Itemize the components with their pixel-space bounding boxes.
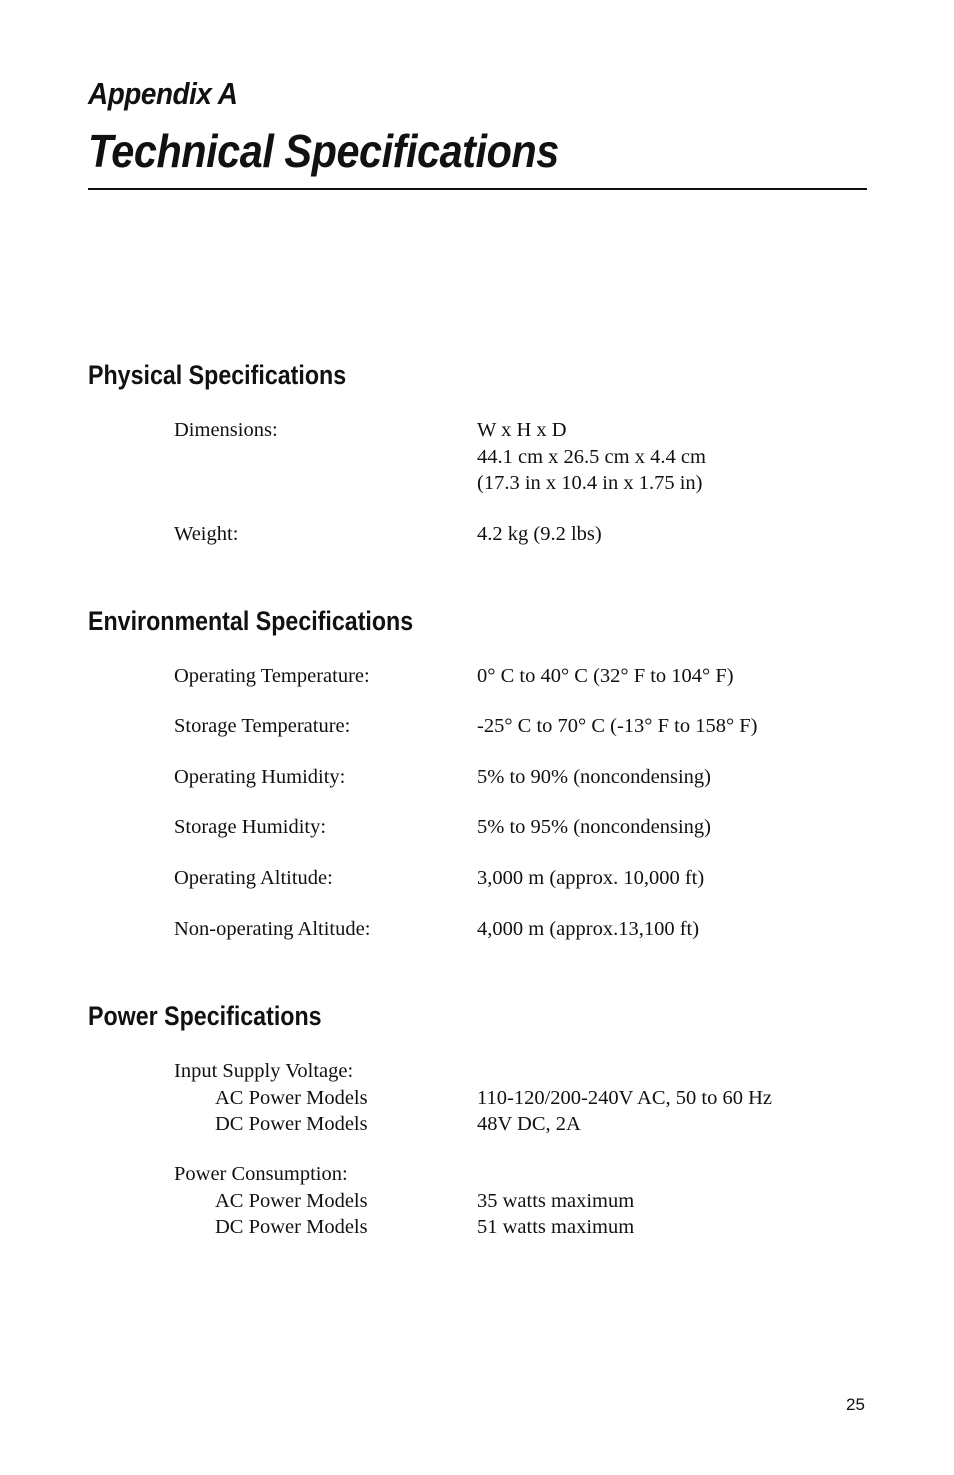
spec-label: Power Consumption: [174, 1163, 348, 1185]
spec-value: 0° C to 40° C (32° F to 104° F) [477, 665, 734, 687]
page-number: 25 [846, 1395, 865, 1414]
spec-label: Operating Humidity: [174, 766, 346, 788]
title-rule [88, 188, 867, 190]
spec-label: Non-operating Altitude: [174, 918, 371, 940]
spec-value [477, 417, 706, 497]
spec-value: 51 watts maximum [477, 1216, 635, 1238]
spec-value: 110-120/200-240V AC, 50 to 60 Hz [477, 1086, 772, 1109]
environmental-specifications-heading: Environmental Specifications [88, 606, 414, 636]
spec-sublabel: AC Power Models [215, 1086, 368, 1109]
spec-label: Dimensions: [174, 419, 278, 441]
appendix-label: Appendix A [88, 76, 238, 111]
spec-value: 35 watts maximum [477, 1189, 635, 1212]
spec-value: -25° C to 70° C (-13° F to 158° F) [477, 715, 758, 737]
spec-value: 4,000 m (approx.13,100 ft) [477, 918, 700, 940]
spec-value-line: 44.1 cm x 26.5 cm x 4.4 cm [477, 445, 706, 468]
spec-value-spacer [477, 1161, 634, 1188]
physical-specifications-heading: Physical Specifications [88, 360, 347, 390]
spec-label: Input Supply Voltage: [174, 1060, 354, 1082]
spec-value-line: W x H x D [477, 419, 567, 441]
spec-value-column [477, 1058, 772, 1138]
spec-label: Storage Temperature: [174, 715, 351, 737]
spec-value: 4.2 kg (9.2 lbs) [477, 523, 602, 545]
spec-sublabel: AC Power Models [215, 1189, 368, 1212]
spec-value: 5% to 95% (noncondensing) [477, 816, 711, 838]
spec-label: Operating Temperature: [174, 665, 370, 687]
power-specifications-heading: Power Specifications [88, 1001, 322, 1031]
spec-value: 3,000 m (approx. 10,000 ft) [477, 867, 705, 889]
spec-label: Storage Humidity: [174, 816, 327, 838]
spec-label-column [174, 1058, 368, 1138]
spec-value: 5% to 90% (noncondensing) [477, 766, 711, 788]
chapter-title: Technical Specifications [88, 125, 559, 177]
spec-label: Weight: [174, 523, 239, 545]
spec-sublabel: DC Power Models [215, 1113, 368, 1135]
spec-label: Operating Altitude: [174, 867, 333, 889]
spec-sublabel: DC Power Models [215, 1216, 368, 1238]
spec-value-column [477, 1161, 634, 1241]
spec-label-column [174, 1161, 368, 1241]
spec-value-spacer [477, 1058, 772, 1085]
spec-value-line: (17.3 in x 10.4 in x 1.75 in) [477, 472, 703, 494]
spec-value: 48V DC, 2A [477, 1113, 581, 1135]
